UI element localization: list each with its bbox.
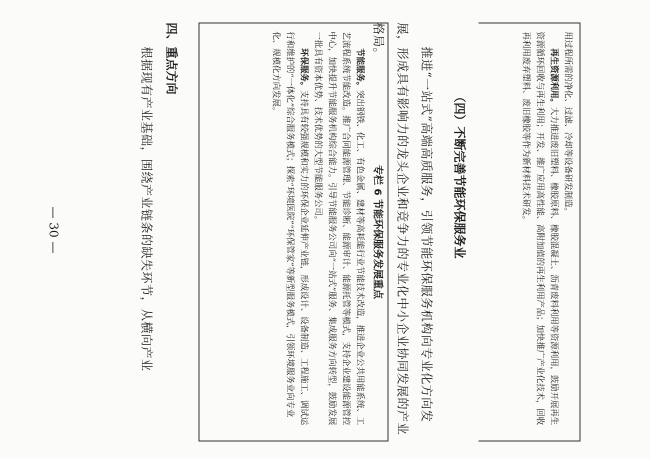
energy-service-label: 节能服务。: [355, 47, 365, 90]
section-heading: （四）不断完善节能环保服务业: [452, 90, 466, 259]
key-directions-heading: 四、重点方向: [164, 22, 178, 95]
box-continuation-line: 用过程所需的净化、过滤、冷却等设备研发制造。: [563, 31, 573, 216]
env-service-paragraph: [269, 31, 311, 432]
energy-service-paragraph: [311, 31, 367, 432]
recycle-label: 再生资源利用。: [549, 47, 559, 107]
page-number: — 30 —: [46, 206, 60, 253]
body-paragraph: 推进“一站式”高端高质服务，引领节能环保服务机构向专业化方向发展，形成具有影响力的龙头企业和竞争力的专业化中小企业协同发展的产业格局。: [371, 22, 433, 435]
recycle-paragraph: [519, 31, 561, 432]
previous-column-box: [478, 22, 580, 441]
env-service-text: 支持具有较强规模和实力的环保企业延伸产业链，形成设计、设备制造、工程施工、调试运行和维护的“一体化”综合服务模式；探索“环境医院”“环保管家”等新型服务模式，引领环境服务业向专业化、规模化方向发展。: [271, 31, 309, 425]
column-box-6: [198, 22, 388, 441]
recycle-text: 大力推进废旧塑料、橡胶原料、橡胶混凝土、沥青废料利用等资源利用，鼓励开展再生资源循环回收与再生利用；开发、推广应用高性能、高附加值的再生利用产品；加快推广产业化技术，回收再利用废弃塑料、废旧橡胶等作为新材料技术研发。: [521, 31, 559, 425]
body-paragraph-2: 根据现有产业基础，围绕产业链条的缺失环节，从横向产业: [139, 46, 153, 372]
box-title: 专栏 6 节能环保服务发展重点: [371, 164, 382, 299]
energy-service-text: 突出钢铁、化工、有色金属、建材等高耗能行业节能技术改造，推进企业公共用能系统、工艺流程系统节能改造。推广合同能源管理、节能诊断、能源审计、能源托管等模式，支持企业建设能源管控中心，加快提升节能服务机构综合能力。引导节能服务公司向“一站式”服务、集成服务方向转型，鼓励发展一批具有资本优势、技术优势的大型节能服务公司。: [313, 31, 365, 425]
env-service-label: 环保服务。: [299, 47, 309, 90]
